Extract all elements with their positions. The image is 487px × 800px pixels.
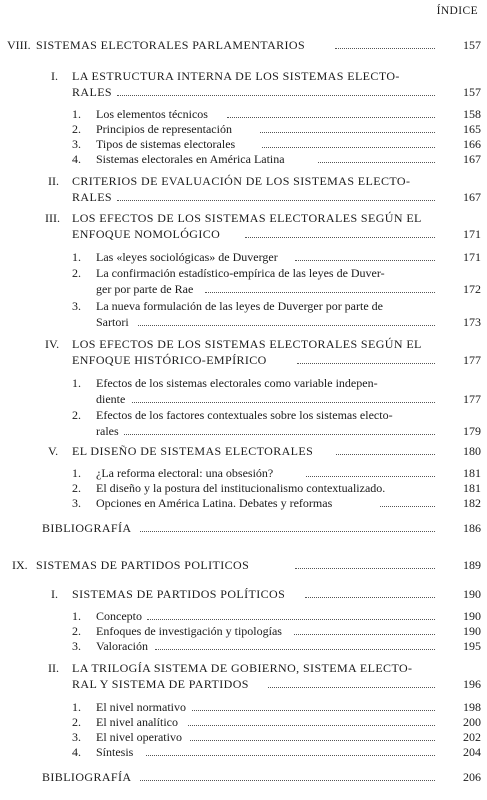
item-number: 3. xyxy=(72,496,81,510)
page-number: 179 xyxy=(463,424,481,438)
dot-leader xyxy=(306,476,435,477)
item-title: ¿La reforma electoral: una obsesión? xyxy=(96,466,274,480)
dot-leader xyxy=(295,568,435,569)
page-number: 186 xyxy=(463,521,481,535)
section-title: RALES xyxy=(72,85,113,99)
dot-leader xyxy=(260,132,435,133)
dot-leader xyxy=(147,619,435,620)
dot-leader xyxy=(188,725,435,726)
item-title: Sistemas electorales en América Latina xyxy=(96,152,285,166)
item-title: Concepto xyxy=(96,609,142,623)
toc-item xyxy=(0,623,487,639)
toc-item xyxy=(0,407,487,423)
section-number: I. xyxy=(51,587,58,601)
page-number: 190 xyxy=(463,609,481,623)
chapter-number: VIII. xyxy=(7,38,31,52)
bibliography-entry xyxy=(0,769,487,785)
item-title: Enfoques de investigación y tipologías xyxy=(96,624,282,638)
section-heading-cont xyxy=(0,352,487,368)
dot-leader xyxy=(335,48,435,49)
toc-item xyxy=(0,714,487,730)
dot-leader xyxy=(318,162,435,163)
section-heading xyxy=(0,660,487,676)
toc-item xyxy=(0,265,487,281)
page-number: 166 xyxy=(463,137,481,151)
page-number: 198 xyxy=(463,700,481,714)
page-number: 190 xyxy=(463,587,481,601)
item-number: 1. xyxy=(72,609,81,623)
section-number: I. xyxy=(51,69,58,83)
chapter-title: SISTEMAS ELECTORALES PARLAMENTARIOS xyxy=(36,38,306,52)
item-number: 2. xyxy=(72,624,81,638)
section-title: EL DISEÑO DE SISTEMAS ELECTORALES xyxy=(72,444,314,458)
toc-item xyxy=(0,249,487,265)
page-number: 165 xyxy=(463,122,481,136)
item-title: La nueva formulación de las leyes de Duverger por parte de xyxy=(96,299,383,313)
item-number: 1. xyxy=(72,107,81,121)
toc-item xyxy=(0,608,487,624)
item-title: Principios de representación xyxy=(96,122,232,136)
toc-item xyxy=(0,638,487,654)
dot-leader xyxy=(295,260,435,261)
section-heading-cont xyxy=(0,676,487,692)
section-title: LA TRILOGÍA SISTEMA DE GOBIERNO, SISTEMA ELECTO- xyxy=(72,661,413,675)
item-number: 2. xyxy=(72,481,81,495)
item-number: 1. xyxy=(72,376,81,390)
dot-leader xyxy=(155,649,435,650)
page-number: 180 xyxy=(463,444,481,458)
item-title: Valoración xyxy=(96,639,148,653)
dot-leader xyxy=(294,634,435,635)
chapter-number: IX. xyxy=(12,558,28,572)
page-number: 173 xyxy=(463,315,481,329)
item-title: El nivel analítico xyxy=(96,715,178,729)
section-heading xyxy=(0,210,487,226)
section-number: IV. xyxy=(45,337,60,351)
toc-item xyxy=(0,151,487,167)
item-number: 2. xyxy=(72,715,81,729)
toc-item xyxy=(0,136,487,152)
section-number: V. xyxy=(48,444,59,458)
section-heading-cont xyxy=(0,226,487,242)
item-number: 3. xyxy=(72,299,81,313)
dot-leader xyxy=(297,363,435,364)
page-number: 196 xyxy=(463,677,481,691)
toc-item xyxy=(0,121,487,137)
item-title: Sartori xyxy=(96,315,129,329)
toc-item-cont xyxy=(0,391,487,407)
item-number: 3. xyxy=(72,730,81,744)
item-number: 2. xyxy=(72,408,81,422)
section-number: II. xyxy=(48,661,59,675)
item-title: Opciones en América Latina. Debates y reformas xyxy=(96,496,333,510)
page-number: 206 xyxy=(463,770,481,784)
section-heading xyxy=(0,443,487,459)
dot-leader xyxy=(124,434,435,435)
item-number: 1. xyxy=(72,250,81,264)
dot-leader xyxy=(138,325,435,326)
page-number: 157 xyxy=(463,85,481,99)
section-title: LA ESTRUCTURA INTERNA DE LOS SISTEMAS ELECTO- xyxy=(72,69,400,83)
section-heading xyxy=(0,173,487,189)
toc-item xyxy=(0,465,487,481)
page-number: 200 xyxy=(463,715,481,729)
item-number: 4. xyxy=(72,152,81,166)
item-title: El nivel operativo xyxy=(96,730,182,744)
toc-item xyxy=(0,480,487,496)
dot-leader xyxy=(268,687,435,688)
section-title: LOS EFECTOS DE LOS SISTEMAS ELECTORALES SEGÚN EL xyxy=(72,337,422,351)
item-number: 1. xyxy=(72,466,81,480)
dot-leader xyxy=(192,710,435,711)
section-title: SISTEMAS DE PARTIDOS POLÍTICOS xyxy=(72,587,286,601)
item-number: 4. xyxy=(72,745,81,759)
dot-leader xyxy=(117,200,435,201)
item-title: La confirmación estadístico-empírica de las leyes de Duver- xyxy=(96,266,385,280)
toc-item xyxy=(0,495,487,511)
toc-item-cont xyxy=(0,314,487,330)
toc-item xyxy=(0,298,487,314)
section-title: LOS EFECTOS DE LOS SISTEMAS ELECTORALES SEGÚN EL xyxy=(72,211,422,225)
item-title: ger por parte de Rae xyxy=(96,282,194,296)
item-title: El nivel normativo xyxy=(96,700,186,714)
dot-leader xyxy=(190,740,435,741)
section-heading xyxy=(0,68,487,84)
toc-item xyxy=(0,375,487,391)
page-number: 190 xyxy=(463,624,481,638)
dot-leader xyxy=(380,506,435,507)
section-heading-cont xyxy=(0,189,487,205)
section-title: ENFOQUE NOMOLÓGICO xyxy=(72,227,221,241)
section-number: III. xyxy=(45,211,60,225)
dot-leader xyxy=(140,780,435,781)
page-number: 167 xyxy=(463,190,481,204)
item-number: 3. xyxy=(72,639,81,653)
page-number: 204 xyxy=(463,745,481,759)
chapter-heading xyxy=(0,557,487,573)
toc-item-cont xyxy=(0,281,487,297)
dot-leader xyxy=(227,117,435,118)
item-title: Tipos de sistemas electorales xyxy=(96,137,236,151)
section-heading xyxy=(0,336,487,352)
item-title: diente xyxy=(96,392,126,406)
toc-item xyxy=(0,699,487,715)
item-title: Las «leyes sociológicas» de Duverger xyxy=(96,250,278,264)
section-title: CRITERIOS DE EVALUACIÓN DE LOS SISTEMAS ELECTO- xyxy=(72,174,411,188)
page-number: 157 xyxy=(463,38,481,52)
page-number: 171 xyxy=(463,250,481,264)
bibliography-title: BIBLIOGRAFÍA xyxy=(42,521,132,535)
dot-leader xyxy=(262,147,435,148)
page-number: 177 xyxy=(463,353,481,367)
page-number: 158 xyxy=(463,107,481,121)
toc-item xyxy=(0,729,487,745)
dot-leader xyxy=(205,292,435,293)
page-number: 181 xyxy=(463,466,481,480)
item-title: El diseño y la postura del institucionalismo contextualizado. xyxy=(96,481,386,495)
section-number: II. xyxy=(48,174,59,188)
item-number: 2. xyxy=(72,122,81,136)
item-title: rales xyxy=(96,424,119,438)
section-heading xyxy=(0,586,487,602)
dot-leader xyxy=(140,531,435,532)
toc-item-cont xyxy=(0,423,487,439)
dot-leader xyxy=(132,402,435,403)
item-number: 1. xyxy=(72,700,81,714)
bibliography-entry xyxy=(0,520,487,536)
section-title: ENFOQUE HISTÓRICO-EMPÍRICO xyxy=(72,353,267,367)
page-number: 181 xyxy=(463,481,481,495)
item-title: Los elementos técnicos xyxy=(96,107,208,121)
running-header: ÍNDICE xyxy=(436,5,478,17)
section-title: RAL Y SISTEMA DE PARTIDOS xyxy=(72,677,249,691)
page-number: 171 xyxy=(463,227,481,241)
bibliography-title: BIBLIOGRAFÍA xyxy=(42,770,132,784)
toc-item xyxy=(0,106,487,122)
item-title: Efectos de los factores contextuales sobre los sistemas electo- xyxy=(96,408,393,422)
page-number: 167 xyxy=(463,152,481,166)
item-title: Efectos de los sistemas electorales como variable indepen- xyxy=(96,376,378,390)
dot-leader xyxy=(305,597,435,598)
item-number: 2. xyxy=(72,266,81,280)
section-title: RALES xyxy=(72,190,113,204)
dot-leader xyxy=(245,237,435,238)
item-number: 3. xyxy=(72,137,81,151)
section-heading-cont xyxy=(0,84,487,100)
item-title: Síntesis xyxy=(96,745,134,759)
dot-leader xyxy=(146,755,435,756)
page-number: 177 xyxy=(463,392,481,406)
page-number: 182 xyxy=(463,496,481,510)
toc-item xyxy=(0,744,487,760)
page-number: 195 xyxy=(463,639,481,653)
page-number: 202 xyxy=(463,730,481,744)
dot-leader xyxy=(336,454,435,455)
chapter-heading xyxy=(0,37,487,53)
chapter-title: SISTEMAS DE PARTIDOS POLITICOS xyxy=(36,558,250,572)
dot-leader xyxy=(117,95,435,96)
page-number: 189 xyxy=(463,558,481,572)
page-number: 172 xyxy=(463,282,481,296)
